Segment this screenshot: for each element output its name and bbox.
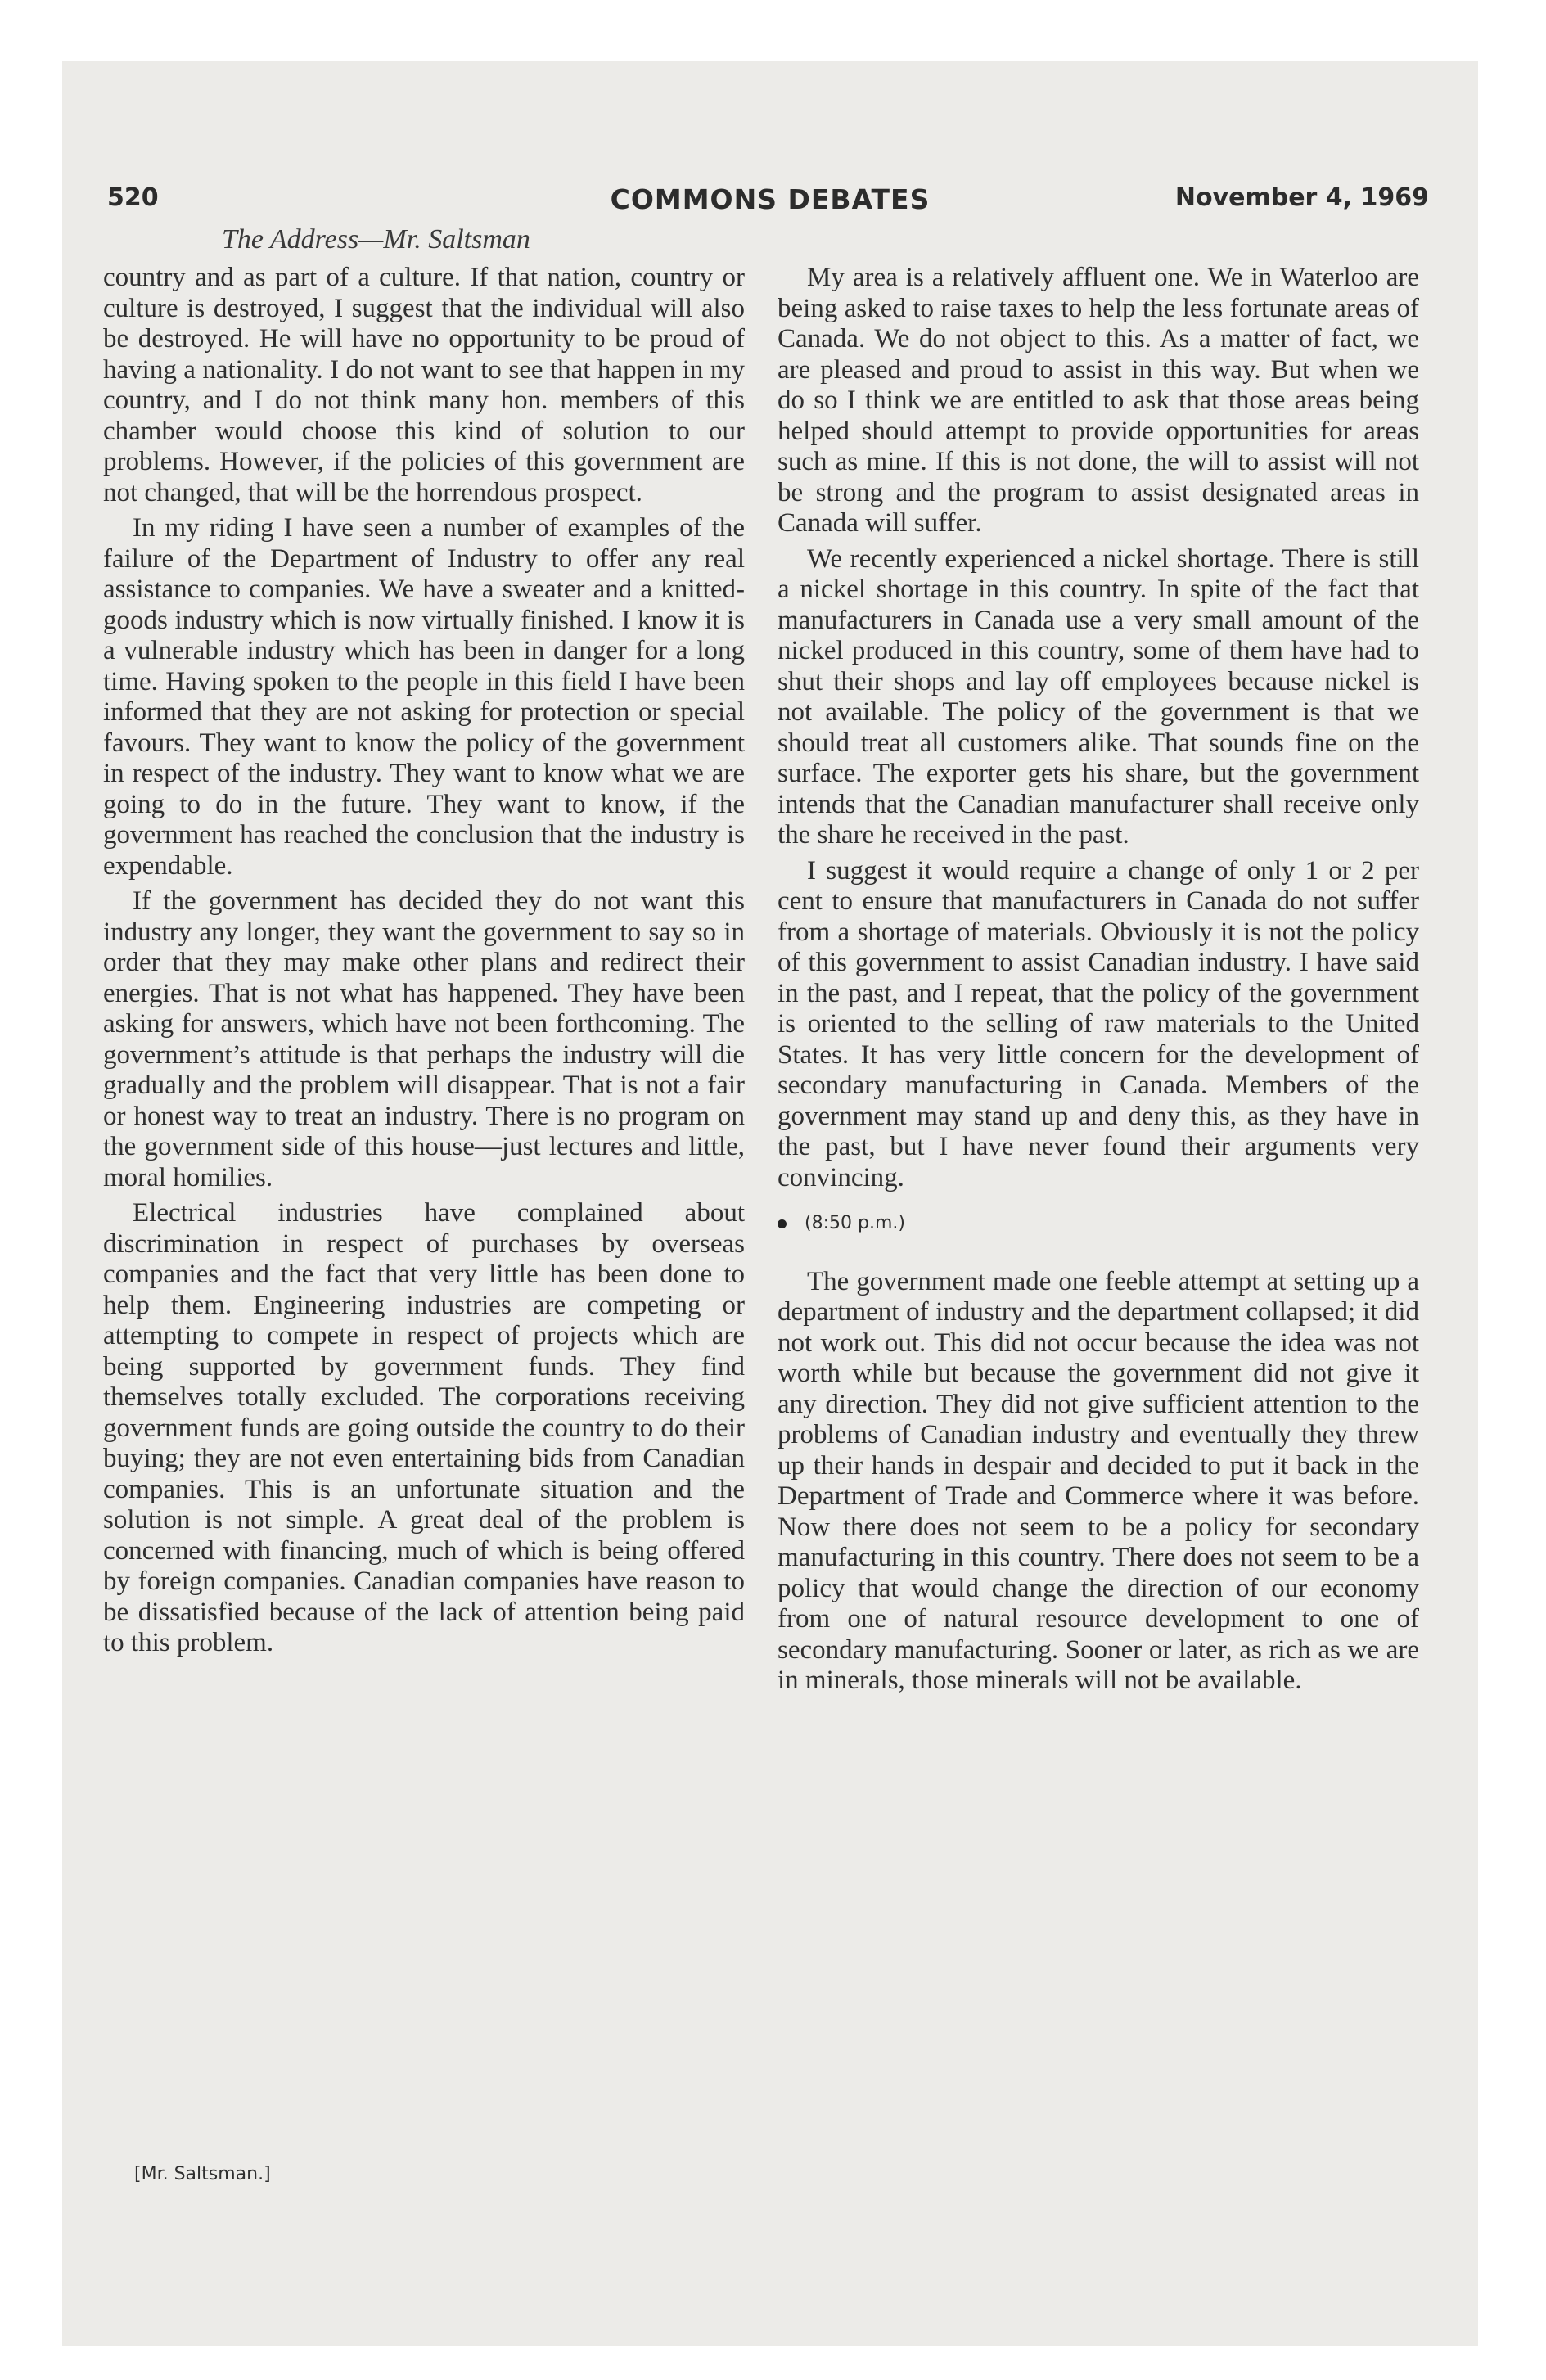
page-number: 520 [107,183,159,212]
paragraph: The government made one feeble attempt at setting up a department of industry and the department collapsed; it did not work out. This did not occur because the idea was not worth while but because the government did not give it any direction. They did not give sufficient attention to the problems of Canadian industry and eventually they threw up their hands in despair and decided to put it back in the Department of Trade and Commerce where it was before. Now there does not seem to be a policy for secondary manufacturing in this country. There does not seem to be a policy that would change the direction of our economy from one of natural resource development to one of secondary manufacturing. Sooner or later, as rich as we are in minerals, those minerals will not be available. [778,1266,1419,1695]
paragraph: country and as part of a culture. If that nation, country or culture is destroyed, I suggest that the individual will also be destroyed. He will have no opportunity to be proud of having a nationality. I do not want to see that happen in my country, and I do not think many hon. members of this chamber would choose this kind of solution to our problems. However, if the policies of this government are not changed, that will be the horrendous prospect. [103,263,745,507]
bullet-icon [778,1219,787,1228]
page-header [62,183,1478,216]
paragraph: We recently experienced a nickel shortage. There is still a nickel shortage in this country. In spite of the fact that manufacturers in Canada use a very small amount of the nickel produced in this country, some of them have had to shut their shops and lay off employees because nickel is not available. The policy of the government is that we should treat all customers alike. That sounds fine on the surface. The exporter gets his share, but the government intends that the Canadian manufacturer shall receive only the share he received in the past. [778,543,1419,850]
paragraph: Electrical industries have complained about discrimination in respect of purchases by overseas companies and the fact that very little has been done to help them. Engineering industries are competing or attempting to compete in respect of projects which are being supported by government funds. They find themselves totally excluded. The corporations receiving government funds are going outside the country to do their buying; they are not even entertaining bids from Canadian companies. This is an unfortunate situation and the solution is not simple. A great deal of the problem is concerned with financing, much of which is being offered by foreign companies. Canadian companies have reason to be dissatisfied because of the lack of attention being paid to this problem. [103,1198,745,1657]
paragraph: If the government has decided they do not want this industry any longer, they want the government to say so in order that they may make other plans and redirect their energies. That is not what has happened. They have been asking for answers, which have not been forthcoming. The government’s attitude is that perhaps the industry will die gradually and the problem will disappear. That is not a fair or honest way to treat an industry. There is no program on the government side of this house—just lectures and little, moral homilies. [103,886,745,1192]
paragraph: I suggest it would require a change of only 1 or 2 per cent to ensure that manufacturers in Canada do not suffer from a shortage of materials. Obviously it is not the policy of this government to assist Canadian industry. I have said in the past, and I repeat, that the policy of the government is oriented to the selling of raw materials to the United States. It has very little concern for the development of secondary manufacturing in Canada. Members of the government may stand up and deny this, as they have in the past, but I have never found their arguments very convincing. [778,855,1419,1192]
paragraph: My area is a relatively affluent one. We in Waterloo are being asked to raise taxes to help the less fortunate areas of Canada. We do not object to this. As a matter of fact, we are pleased and proud to assist in this way. But when we do so I think we are entitled to ask that those areas being helped should attempt to provide opportunities for areas such as mine. If this is not done, the will to assist will not be strong and the program to assist designated areas in Canada will suffer. [778,263,1419,538]
journal-title: COMMONS DEBATES [610,183,931,215]
left-column [103,263,745,1664]
issue-date: November 4, 1969 [1174,183,1429,212]
time-stamp-text: (8:50 p.m.) [805,1213,905,1233]
speaker-reference: [Mr. Saltsman.] [134,2164,271,2184]
document-page [62,61,1478,2346]
section-subheading: The Address—Mr. Saltsman [222,224,530,255]
right-column [778,263,1419,1702]
time-stamp [778,1208,1419,1239]
paragraph: In my riding I have seen a number of examples of the failure of the Department of Industry to offer any real assistance to companies. We have a sweater and a knitted-goods industry which is now virtually finished. I know it is a vulnerable industry which has been in danger for a long time. Having spoken to the people in this field I have been informed that they are not asking for protection or special favours. They want to know the policy of the government in respect of the industry. They want to know what we are going to do in the future. They want to know, if the government has reached the conclusion that the industry is expendable. [103,513,745,881]
